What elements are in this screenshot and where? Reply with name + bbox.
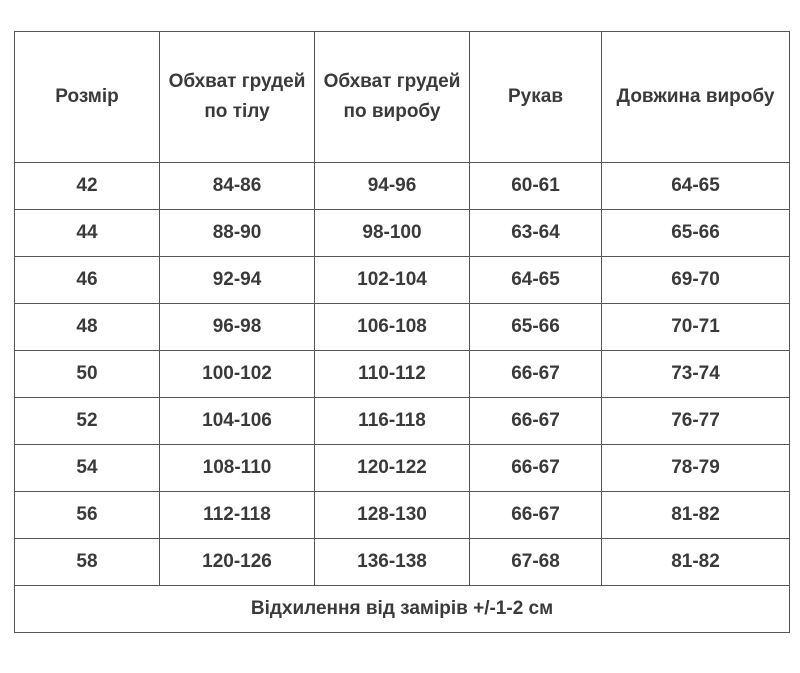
table-row <box>15 398 790 445</box>
cell-length: 81-82 <box>602 492 790 539</box>
cell-sleeve: 66-67 <box>470 351 602 398</box>
cell-chest-body: 88-90 <box>160 210 315 257</box>
cell-chest-garment: 98-100 <box>315 210 470 257</box>
cell-chest-body: 92-94 <box>160 257 315 304</box>
cell-chest-body: 104-106 <box>160 398 315 445</box>
cell-size: 54 <box>15 445 160 492</box>
cell-sleeve: 66-67 <box>470 398 602 445</box>
cell-size: 44 <box>15 210 160 257</box>
table-row <box>15 539 790 586</box>
table-row <box>15 163 790 210</box>
cell-sleeve: 64-65 <box>470 257 602 304</box>
cell-length: 76-77 <box>602 398 790 445</box>
header-length: Довжина виробу <box>602 32 790 163</box>
cell-length: 73-74 <box>602 351 790 398</box>
cell-size: 42 <box>15 163 160 210</box>
cell-length: 65-66 <box>602 210 790 257</box>
cell-length: 81-82 <box>602 539 790 586</box>
cell-size: 58 <box>15 539 160 586</box>
table-row <box>15 492 790 539</box>
header-size: Розмір <box>15 32 160 163</box>
header-chest-garment: Обхват грудей по виробу <box>315 32 470 163</box>
cell-chest-body: 100-102 <box>160 351 315 398</box>
table-body <box>15 163 790 586</box>
cell-size: 56 <box>15 492 160 539</box>
cell-chest-body: 96-98 <box>160 304 315 351</box>
cell-sleeve: 66-67 <box>470 492 602 539</box>
cell-sleeve: 65-66 <box>470 304 602 351</box>
header-sleeve: Рукав <box>470 32 602 163</box>
cell-size: 46 <box>15 257 160 304</box>
cell-sleeve: 67-68 <box>470 539 602 586</box>
cell-chest-body: 84-86 <box>160 163 315 210</box>
cell-chest-garment: 120-122 <box>315 445 470 492</box>
table-row <box>15 445 790 492</box>
cell-length: 64-65 <box>602 163 790 210</box>
cell-sleeve: 63-64 <box>470 210 602 257</box>
cell-chest-garment: 106-108 <box>315 304 470 351</box>
cell-chest-garment: 116-118 <box>315 398 470 445</box>
cell-size: 50 <box>15 351 160 398</box>
cell-chest-garment: 102-104 <box>315 257 470 304</box>
cell-chest-garment: 110-112 <box>315 351 470 398</box>
cell-chest-garment: 136-138 <box>315 539 470 586</box>
cell-chest-body: 112-118 <box>160 492 315 539</box>
cell-chest-garment: 128-130 <box>315 492 470 539</box>
cell-length: 70-71 <box>602 304 790 351</box>
cell-size: 52 <box>15 398 160 445</box>
cell-size: 48 <box>15 304 160 351</box>
size-chart-table <box>14 31 790 633</box>
table-row <box>15 210 790 257</box>
header-row <box>15 32 790 163</box>
table-row <box>15 257 790 304</box>
cell-chest-body: 108-110 <box>160 445 315 492</box>
cell-length: 78-79 <box>602 445 790 492</box>
cell-sleeve: 66-67 <box>470 445 602 492</box>
header-chest-body: Обхват грудей по тілу <box>160 32 315 163</box>
cell-length: 69-70 <box>602 257 790 304</box>
footnote: Відхилення від замірів +/-1-2 см <box>15 586 790 633</box>
footnote-row <box>15 586 790 633</box>
cell-sleeve: 60-61 <box>470 163 602 210</box>
cell-chest-garment: 94-96 <box>315 163 470 210</box>
table-row <box>15 304 790 351</box>
table-row <box>15 351 790 398</box>
cell-chest-body: 120-126 <box>160 539 315 586</box>
